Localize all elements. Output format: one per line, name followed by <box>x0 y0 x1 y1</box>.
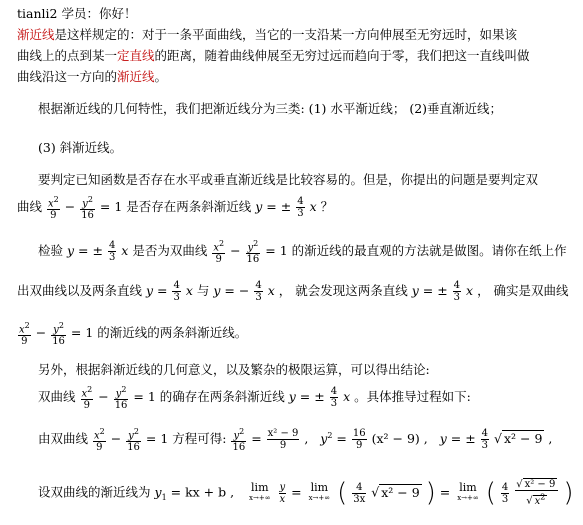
text: = 1 的渐近线的两条斜渐近线。 <box>70 325 248 341</box>
text: 设双曲线的渐近线为 <box>38 484 151 500</box>
den: 9 <box>215 254 222 266</box>
exp: 2 <box>87 195 93 204</box>
text: 曲线上的点到某一 <box>17 48 118 63</box>
num: 4 <box>481 428 489 440</box>
num: 4 <box>330 386 338 398</box>
exp: 2 <box>87 385 93 394</box>
num: 16 <box>352 428 366 440</box>
minus: − <box>238 283 250 298</box>
text: 的距离，随着曲线伸展至无穷过远而趋向于零，我们把这一直线叫做 <box>154 48 530 63</box>
num: x² − 9 <box>267 428 299 440</box>
sub: 1 <box>161 493 167 502</box>
fraction-sqrt: $\frac{\text{√ x² − 9}}{√ x^2}$ <box>515 479 558 506</box>
eq: = <box>262 199 281 215</box>
var-x: x <box>343 389 351 405</box>
sqrt-expr: x² − 9 <box>381 484 420 500</box>
exp: 2 <box>24 321 30 330</box>
var-y: y <box>439 431 447 447</box>
text: 。具体推导过程如下: <box>354 389 471 405</box>
den: 9 <box>96 442 103 454</box>
fraction-16-9 <box>352 428 367 451</box>
limit <box>309 483 331 503</box>
fraction-y2-16 <box>80 194 95 221</box>
den: 16 <box>52 336 65 348</box>
den: 9 <box>279 440 287 452</box>
text: 与 <box>196 283 210 298</box>
eq: = <box>332 431 351 447</box>
eq: = <box>291 484 306 500</box>
fraction-x2-9 <box>81 384 94 411</box>
fraction-x2-9 <box>93 426 106 453</box>
num: 4 <box>352 482 366 494</box>
den: 9 <box>83 400 91 412</box>
exp: 2 <box>53 195 59 204</box>
term-line: 定直线 <box>117 48 155 63</box>
text: 曲线沿这一方向的 <box>17 69 118 84</box>
pm: ± <box>280 199 296 215</box>
fraction-x2-9 <box>18 320 31 347</box>
text: ， 就会发现这两条直线 <box>278 283 408 298</box>
var: y <box>115 388 122 400</box>
var-y: y <box>213 283 221 298</box>
eq: = <box>418 283 438 298</box>
exp: 2 <box>253 239 259 248</box>
paragraph-question-line1: 要判定已知函数是否存在水平或垂直渐近线是比较容易的。但是，你提出的问题是要判定双 <box>38 172 539 187</box>
fraction-4-3 <box>172 280 180 303</box>
minus: − <box>110 431 122 447</box>
greeting: tianli2 学员：你好！ <box>17 6 137 21</box>
text: ？ <box>320 199 334 215</box>
var-x: x <box>121 243 129 259</box>
fraction-x2-9 <box>47 194 60 221</box>
var: y <box>128 430 134 442</box>
paren: ) <box>414 431 420 447</box>
text: = 1 的确存在两条斜渐近线 <box>133 389 285 405</box>
den: 3 <box>501 493 509 505</box>
exp: 2 <box>327 431 333 441</box>
fraction-y2-16 <box>246 238 261 265</box>
expr: x² − 9 <box>376 431 415 447</box>
minus: − <box>35 325 47 341</box>
limit <box>457 483 479 503</box>
var: y <box>279 481 286 493</box>
var-y: y <box>320 431 328 447</box>
limit <box>249 483 271 503</box>
var: x <box>19 324 25 336</box>
fraction-4-3 <box>330 386 338 409</box>
den: 3 <box>330 398 338 410</box>
den: 16 <box>81 210 94 222</box>
text: 出双曲线以及两条直线 <box>17 283 143 298</box>
var: x <box>94 430 100 442</box>
text: 曲线 <box>17 199 43 215</box>
var-x: x <box>466 283 474 298</box>
pm: ± <box>314 389 329 405</box>
text: 是否为双曲线 <box>132 243 208 259</box>
num: 4 <box>501 481 509 493</box>
text: ， 确实是双曲线 <box>477 283 569 298</box>
var: y <box>233 430 240 442</box>
text: 双曲线 <box>38 389 76 405</box>
big-paren: ( <box>337 478 348 508</box>
pm: ± <box>92 243 107 259</box>
den: 3 <box>108 252 116 264</box>
paragraph-conclusion-line2 <box>38 384 471 411</box>
var: x <box>213 242 219 254</box>
var-y: y <box>154 484 162 500</box>
num: 4 <box>453 280 461 291</box>
pm: ± <box>465 431 480 447</box>
text: = 1 的渐近线的最直观的方法就是做图。请你在纸上作 <box>265 243 567 259</box>
fraction-4-3 <box>108 240 116 263</box>
text: 检验 <box>38 243 64 259</box>
den: 3 <box>453 292 461 303</box>
expr: = kx + b <box>166 484 227 500</box>
exp: 2 <box>58 321 64 330</box>
paragraph-definition-line3 <box>17 67 167 85</box>
big-paren: ) <box>563 478 574 508</box>
sqrt-expr: x² − 9 <box>503 431 543 447</box>
paragraph-definition-line2 <box>17 46 530 64</box>
den: 16 <box>246 254 260 266</box>
fraction-y2-16 <box>51 320 66 347</box>
paragraph-definition-line1 <box>17 25 517 43</box>
num: 4 <box>173 280 180 291</box>
eq: = <box>74 243 93 259</box>
pm: ± <box>437 283 452 298</box>
text: 。 <box>154 69 168 84</box>
fraction-4-3 <box>296 196 304 219</box>
den: 3x <box>353 493 366 505</box>
paragraph-check-line1 <box>38 238 567 265</box>
var-y: y <box>411 283 419 298</box>
exp: 2 <box>540 492 546 502</box>
fraction-y-x <box>279 482 287 505</box>
var: x <box>81 388 88 400</box>
den: 9 <box>21 336 28 348</box>
fraction-4-3 <box>453 280 461 303</box>
eq: = <box>439 484 455 500</box>
fraction-y2-16 <box>114 384 129 411</box>
den: 16 <box>232 442 246 454</box>
lim: lim <box>459 481 477 494</box>
lim-sub: x→+∞ <box>457 494 479 502</box>
num: 4 <box>108 240 116 252</box>
var: y <box>247 242 254 254</box>
paragraph-types: 根据渐近线的几何特性，我们把渐近线分为三类: (1) 水平渐近线； (2)垂直渐近线； <box>38 101 503 116</box>
exp: 2 <box>133 427 139 436</box>
minus: − <box>230 243 241 259</box>
lim-sub: x→+∞ <box>249 494 271 502</box>
den: 16 <box>114 400 128 412</box>
den: 3 <box>481 440 489 452</box>
eq: = <box>220 283 239 298</box>
eq: = <box>251 431 266 447</box>
var-y: y <box>67 243 75 259</box>
den: 16 <box>127 442 140 454</box>
exp: 2 <box>121 385 127 394</box>
lim: lim <box>251 481 269 494</box>
num: 4 <box>255 280 262 291</box>
var-y: y <box>146 283 154 298</box>
text: 是这样规定的：对于一条平面曲线，当它的一支沿某一方向伸展至无穷远时，如果该 <box>54 27 518 42</box>
big-paren: ) <box>425 478 436 508</box>
text: = 1 是否存在两条斜渐近线 <box>99 199 252 215</box>
minus: − <box>64 199 76 215</box>
paragraph-conclusion-line3: 由双曲线 $\frac{x^2}{9}$ − $\frac{y^2}{16}$ = 1 方程可得: $\frac{y^2}{16}$ = $\frac{\text{x² − 9}}{9}$ , $y^2$ = $\frac{16}{9}$ (x² − 9) , y = ± $\frac{4}{3}$ √ x² − 9 , <box>38 427 553 454</box>
var-y: y <box>255 199 263 215</box>
lim-sub: x→+∞ <box>308 494 331 502</box>
var: y <box>53 324 59 336</box>
paragraph-question-line2 <box>17 194 333 221</box>
fraction-4-3x <box>352 482 366 505</box>
paragraph-oblique: (3) 斜渐近线。 <box>38 140 123 155</box>
exp: 2 <box>99 427 105 436</box>
term-asymptote-2: 渐近线 <box>117 69 155 84</box>
var-x: x <box>267 283 275 298</box>
exp: 2 <box>218 239 225 248</box>
text: = 1 方程可得: <box>145 431 227 447</box>
var: x <box>534 495 541 507</box>
fraction-x2m9-9 <box>267 428 300 451</box>
big-paren: ( <box>485 478 496 508</box>
fraction-y2-16 <box>126 426 141 453</box>
fraction-x2-9 <box>212 238 225 265</box>
paragraph-conclusion-line1: 另外，根据斜渐近线的几何意义，以及繁杂的极限运算，可以得出结论: <box>38 362 430 377</box>
sqrt-expr: x² − 9 <box>524 479 556 491</box>
exp: 2 <box>239 427 245 436</box>
fraction-4-3 <box>501 482 509 505</box>
den: 3 <box>255 292 262 303</box>
paren: ( <box>371 431 377 447</box>
var-x: x <box>185 283 193 298</box>
den: 9 <box>50 210 57 222</box>
text: 由双曲线 <box>38 431 89 447</box>
eq: = <box>153 283 172 298</box>
var-x: x <box>309 199 317 215</box>
paragraph-check-line2 <box>17 280 569 303</box>
minus: − <box>98 389 109 405</box>
fraction-y2-16 <box>231 426 246 453</box>
term-asymptote: 渐近线 <box>17 27 55 42</box>
var-y: y <box>288 389 296 405</box>
eq: = <box>295 389 315 405</box>
fraction-4-3 <box>254 280 262 303</box>
num: 4 <box>297 196 304 208</box>
var: x <box>279 493 286 505</box>
paragraph-conclusion-line4: 设双曲线的渐近线为 $y_1$ = kx + b , lim x→+∞ $\frac{y}{x}$ = lim x→+∞ ( $\frac{4}{3x}$ √ x² − 9 ) = lim x→+∞ ( $\frac{4}{3}$ $\frac{\text{√ x² − 9}}{√ x^2}$ ) <box>38 478 574 508</box>
den: 3 <box>173 292 180 303</box>
den: 9 <box>356 440 363 452</box>
den: 3 <box>297 208 304 220</box>
paragraph-check-line3 <box>17 320 247 347</box>
lim: lim <box>310 481 329 494</box>
fraction-4-3 <box>481 428 489 451</box>
eq: = <box>446 431 466 447</box>
var: x <box>48 198 54 210</box>
var: y <box>82 198 88 210</box>
